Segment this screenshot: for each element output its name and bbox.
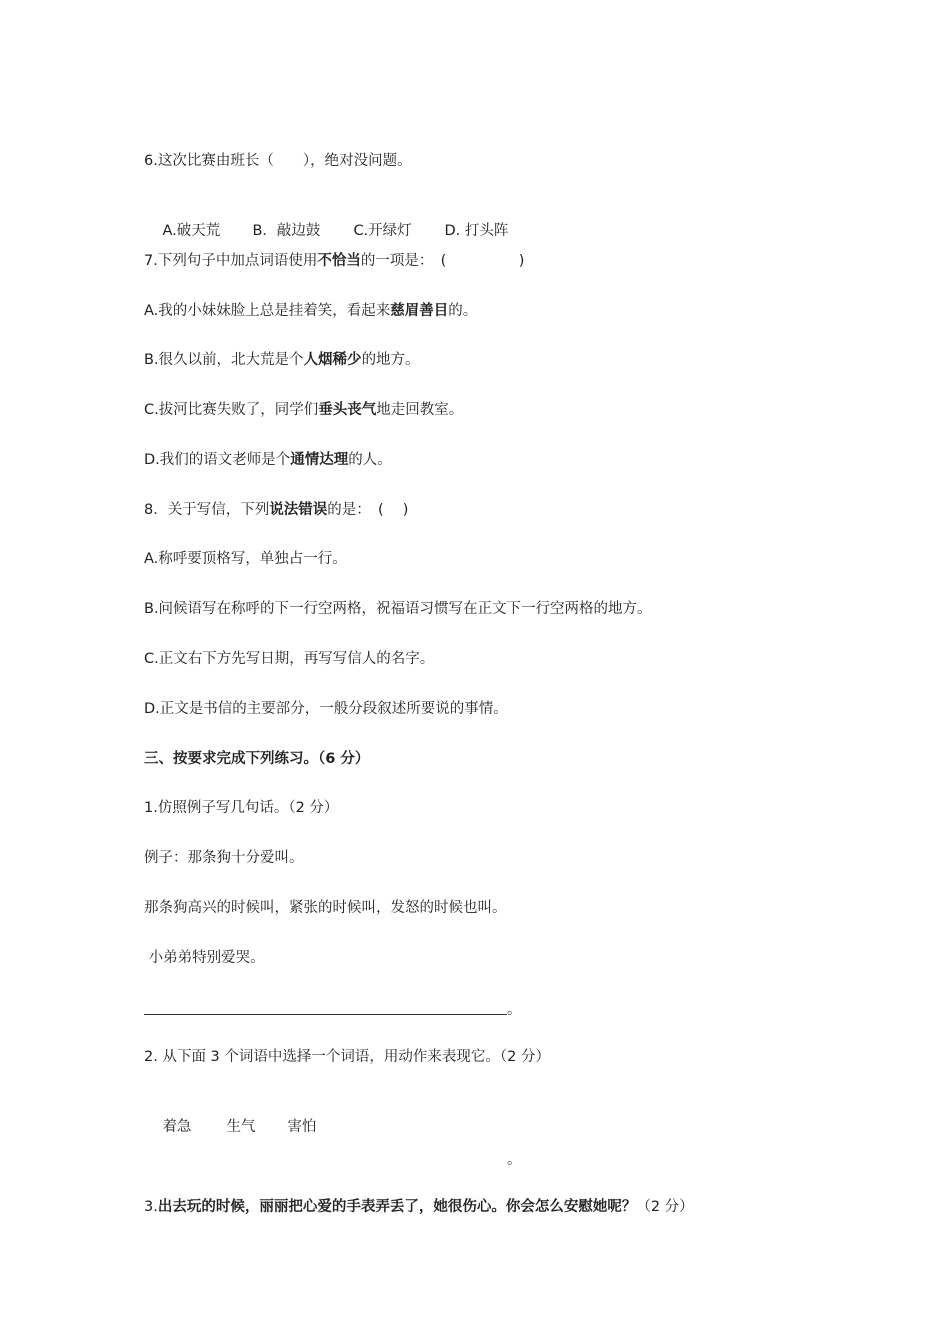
question-6-stem: 6.这次比赛由班长（ ），绝对没问题。 bbox=[144, 153, 412, 169]
answer-period-2: 。 bbox=[507, 1152, 522, 1168]
q7-c-pre: C.拔河比赛失败了，同学们 bbox=[144, 402, 319, 418]
word-choice: 生气 bbox=[226, 1119, 256, 1135]
q7-a-pre: A.我的小妹妹脸上总是挂着笑，看起来 bbox=[144, 303, 391, 319]
question-7-option-c bbox=[144, 400, 463, 420]
word-choices bbox=[144, 1097, 316, 1157]
example-label: 例子：那条狗十分爱叫。 bbox=[144, 850, 304, 866]
q7-stem-post: 的一项是： ( ) bbox=[360, 253, 525, 269]
question-7-option-d bbox=[144, 450, 392, 470]
answer-blank-line[interactable] bbox=[144, 1014, 507, 1015]
example-text: 那条狗高兴的时候叫，紧张的时候叫，发怒的时候也叫。 bbox=[144, 900, 507, 916]
q7-c-bold: 垂头丧气 bbox=[318, 402, 377, 418]
q7-a-bold: 慈眉善目 bbox=[390, 303, 449, 319]
q7-stem-bold: 不恰当 bbox=[317, 253, 361, 269]
word-choice: 害怕 bbox=[287, 1119, 317, 1135]
q7-a-post: 的。 bbox=[448, 303, 478, 319]
option-a: A.破天荒 bbox=[162, 223, 221, 239]
question-8-option-c: C.正文右下方先写日期，再写写信人的名字。 bbox=[144, 651, 435, 667]
section-3-question-2: 2. 从下面 3 个词语中选择一个词语，用动作来表现它。（2 分） bbox=[144, 1049, 550, 1065]
q3-text: 出去玩的时候，丽丽把心爱的手表弄丢了，她很伤心。你会怎么安慰她呢？ bbox=[157, 1199, 637, 1215]
q7-c-post: 地走回教室。 bbox=[376, 402, 464, 418]
q3-score: （2 分） bbox=[636, 1199, 694, 1215]
option-c: C.开绿灯 bbox=[353, 223, 412, 239]
question-7-option-b bbox=[144, 350, 420, 370]
question-8-stem bbox=[144, 500, 408, 520]
q8-stem-bold: 说法错误 bbox=[269, 502, 328, 518]
option-d: D. 打头阵 bbox=[444, 223, 509, 239]
q7-b-pre: B.很久以前，北大荒是个 bbox=[144, 352, 304, 368]
section-3-title: 三、按要求完成下列练习。（6 分） bbox=[144, 751, 370, 767]
word-choice: 着急 bbox=[162, 1119, 192, 1135]
answer-period: 。 bbox=[507, 1002, 522, 1018]
q7-stem-pre: 7.下列句子中加点词语使用 bbox=[144, 253, 318, 269]
q7-d-post: 的人。 bbox=[348, 452, 392, 468]
writing-prompt: 小弟弟特别爱哭。 bbox=[144, 950, 265, 966]
q7-b-bold: 人烟稀少 bbox=[303, 352, 362, 368]
q8-stem-post: 的是： ( ) bbox=[327, 502, 409, 518]
q3-number: 3. bbox=[144, 1199, 158, 1215]
q7-d-pre: D.我们的语文老师是个 bbox=[144, 452, 291, 468]
question-7-stem bbox=[144, 251, 524, 271]
option-b: B．敲边鼓 bbox=[252, 223, 321, 239]
q7-d-bold: 通情达理 bbox=[290, 452, 349, 468]
question-8-option-a: A.称呼要顶格写，单独占一行。 bbox=[144, 551, 347, 567]
question-7-option-a bbox=[144, 301, 477, 321]
q7-b-post: 的地方。 bbox=[361, 352, 420, 368]
section-3-question-3 bbox=[144, 1197, 694, 1217]
question-8-option-d: D.正文是书信的主要部分，一般分段叙述所要说的事情。 bbox=[144, 701, 508, 717]
section-3-question-1: 1.仿照例子写几句话。（2 分） bbox=[144, 800, 339, 816]
question-8-option-b: B.问候语写在称呼的下一行空两格，祝福语习惯写在正文下一行空两格的地方。 bbox=[144, 601, 652, 617]
q8-stem-pre: 8．关于写信，下列 bbox=[144, 502, 270, 518]
